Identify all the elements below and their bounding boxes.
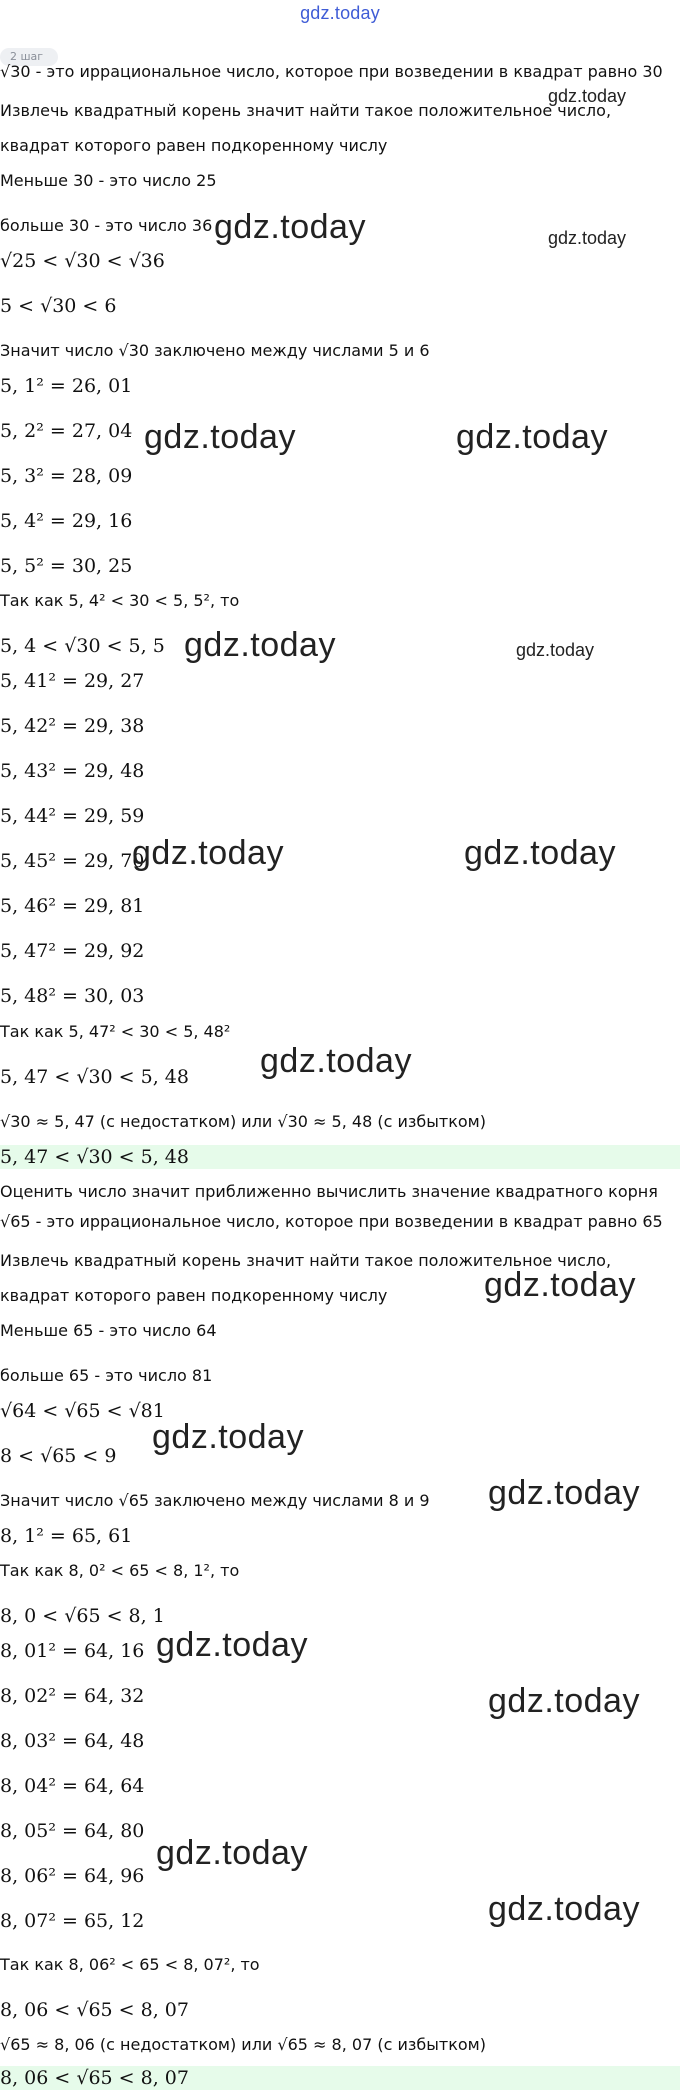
- math-line: √64 < √65 < √81: [0, 1400, 165, 1422]
- math-line: 5, 47 < √30 < 5, 48: [0, 1066, 189, 1088]
- text-line: Так как 5, 47² < 30 < 5, 48²: [0, 1022, 231, 1041]
- math-line: 5, 42² = 29, 38: [0, 715, 145, 737]
- watermark-text: gdz.today: [132, 834, 284, 872]
- text-line: квадрат которого равен подкоренному числу: [0, 1286, 388, 1305]
- step-badge: 2 шаг: [0, 48, 58, 66]
- math-line: 5, 5² = 30, 25: [0, 555, 133, 577]
- math-line: 8 < √65 < 9: [0, 1445, 117, 1467]
- watermark-text: gdz.today: [260, 1042, 412, 1080]
- math-line: 8, 03² = 64, 48: [0, 1730, 145, 1752]
- math-line: 8, 05² = 64, 80: [0, 1820, 145, 1842]
- math-line: 5, 1² = 26, 01: [0, 375, 133, 397]
- text-line: Значит число √30 заключено между числами 5 и 6: [0, 341, 430, 360]
- watermark-text: gdz.today: [214, 208, 366, 246]
- math-line: 8, 0 < √65 < 8, 1: [0, 1605, 165, 1627]
- watermark-text: gdz.today: [488, 1890, 640, 1928]
- watermark-text: gdz.today: [156, 1834, 308, 1872]
- watermark-text: gdz.today: [488, 1474, 640, 1512]
- text-line: Извлечь квадратный корень значит найти такое положительное число,: [0, 101, 612, 120]
- math-line: 5, 4² = 29, 16: [0, 510, 133, 532]
- text-line: Так как 8, 06² < 65 < 8, 07², то: [0, 1955, 260, 1974]
- watermark-text: gdz.today: [184, 626, 336, 664]
- text-line: квадрат которого равен подкоренному числу: [0, 136, 388, 155]
- math-line: 5 < √30 < 6: [0, 295, 117, 317]
- math-line: 5, 45² = 29, 70: [0, 850, 145, 872]
- text-line: больше 30 - это число 36: [0, 216, 213, 235]
- text-line: Оценить число значит приближенно вычислить значение квадратного корня: [0, 1182, 658, 1201]
- watermark-text: gdz.today: [152, 1418, 304, 1456]
- text-line: больше 65 - это число 81: [0, 1366, 213, 1385]
- site-header[interactable]: gdz.today: [300, 3, 380, 23]
- math-line: 5, 43² = 29, 48: [0, 760, 145, 782]
- text-line: √65 - это иррациональное число, которое при возведении в квадрат равно 65: [0, 1212, 663, 1231]
- text-line: Меньше 30 - это число 25: [0, 171, 217, 190]
- math-line: 8, 02² = 64, 32: [0, 1685, 145, 1707]
- text-line: √30 - это иррациональное число, которое при возведении в квадрат равно 30: [0, 62, 663, 81]
- watermark-text: gdz.today: [488, 1682, 640, 1720]
- math-line: 8, 04² = 64, 64: [0, 1775, 145, 1797]
- watermark-text: gdz.today: [548, 86, 627, 106]
- watermark-text: gdz.today: [144, 418, 296, 456]
- math-line: 8, 06 < √65 < 8, 07: [0, 1999, 189, 2021]
- watermark-text: gdz.today: [156, 1626, 308, 1664]
- math-line: 5, 48² = 30, 03: [0, 985, 145, 1007]
- math-line: 8, 07² = 65, 12: [0, 1910, 145, 1932]
- answer-line: 8, 06 < √65 < 8, 07: [0, 2066, 680, 2090]
- watermark-text: gdz.today: [464, 834, 616, 872]
- math-line: 5, 46² = 29, 81: [0, 895, 145, 917]
- text-line: √65 ≈ 8, 06 (с недостатком) или √65 ≈ 8, 07 (с избытком): [0, 2035, 486, 2054]
- text-line: Меньше 65 - это число 64: [0, 1321, 217, 1340]
- math-line: 5, 41² = 29, 27: [0, 670, 145, 692]
- watermark-text: gdz.today: [548, 228, 627, 248]
- watermark-text: gdz.today: [484, 1266, 636, 1304]
- math-line: 8, 1² = 65, 61: [0, 1525, 133, 1547]
- math-line: 5, 4 < √30 < 5, 5: [0, 635, 165, 657]
- answer-line: 5, 47 < √30 < 5, 48: [0, 1145, 680, 1169]
- math-line: 5, 3² = 28, 09: [0, 465, 133, 487]
- math-line: 5, 47² = 29, 92: [0, 940, 145, 962]
- watermark-text: gdz.today: [456, 418, 608, 456]
- math-line: 8, 01² = 64, 16: [0, 1640, 145, 1662]
- text-line: Извлечь квадратный корень значит найти такое положительное число,: [0, 1251, 612, 1270]
- math-line: 5, 2² = 27, 04: [0, 420, 133, 442]
- text-line: Значит число √65 заключено между числами 8 и 9: [0, 1491, 430, 1510]
- text-line: Так как 5, 4² < 30 < 5, 5², то: [0, 591, 240, 610]
- math-line: 8, 06² = 64, 96: [0, 1865, 145, 1887]
- math-line: √25 < √30 < √36: [0, 250, 165, 272]
- text-line: √30 ≈ 5, 47 (с недостатком) или √30 ≈ 5, 48 (с избытком): [0, 1112, 486, 1131]
- text-line: Так как 8, 0² < 65 < 8, 1², то: [0, 1561, 240, 1580]
- math-line: 5, 44² = 29, 59: [0, 805, 145, 827]
- watermark-text: gdz.today: [516, 640, 595, 660]
